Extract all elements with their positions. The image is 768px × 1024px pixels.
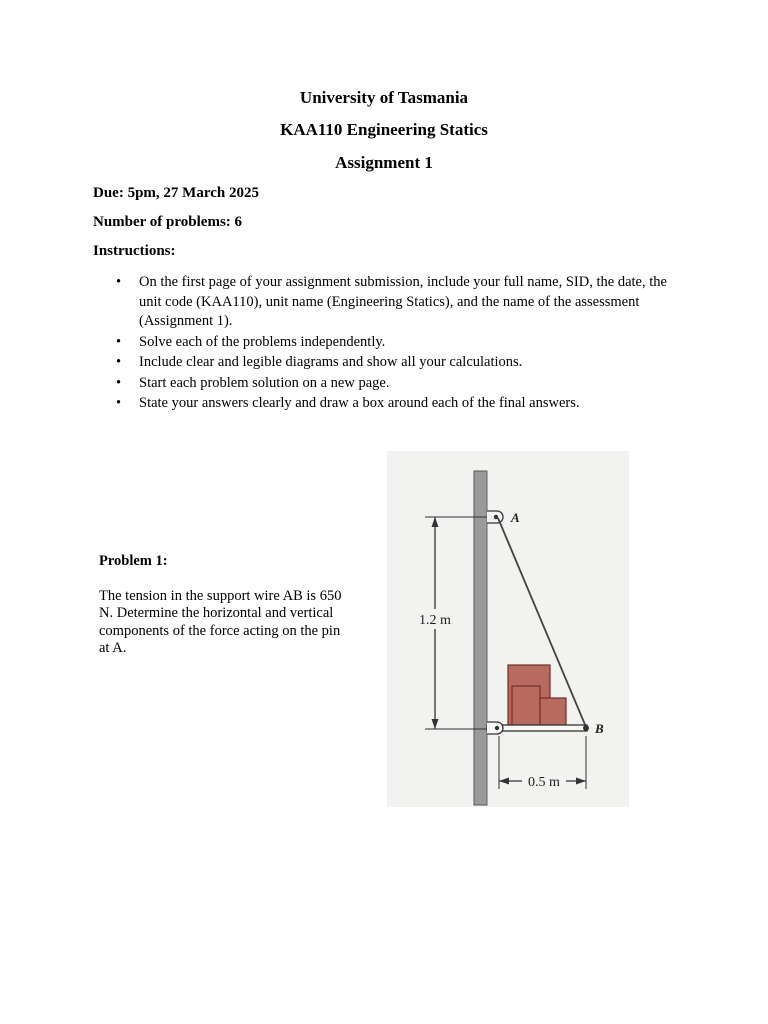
instructions-list <box>93 273 673 415</box>
arrowhead-icon <box>432 719 439 729</box>
box-medium <box>512 686 540 725</box>
problem-title: Problem 1: <box>99 553 168 569</box>
problem-1 <box>99 553 349 658</box>
label-b: B <box>595 721 604 736</box>
university-title: University of Tasmania <box>299 88 469 107</box>
bullet-icon: • <box>116 374 122 391</box>
instruction-text: State your answers clearly and draw a box around each of the final answers. <box>139 395 580 411</box>
list-item <box>93 333 673 353</box>
unit-title: KAA110 Engineering Statics <box>280 120 488 139</box>
instructions-heading: Instructions: <box>93 243 176 259</box>
wall <box>474 471 487 805</box>
arrowhead-icon <box>576 778 586 785</box>
assessment-title: Assignment 1 <box>335 153 433 172</box>
dimension-label-horizontal: 0.5 m <box>528 775 560 790</box>
instruction-text: On the first page of your assignment submission, include your full name, SID, the date, the unit code (KAA110), unit name (Engineering Statics), and the name of the assessment (Assignment 1). <box>139 274 667 329</box>
bullet-icon: • <box>116 274 122 290</box>
problem-1-figure <box>387 451 629 807</box>
instruction-text: Start each problem solution on a new page. <box>139 374 390 391</box>
bullet-icon: • <box>116 395 122 411</box>
number-of-problems: Number of problems: 6 <box>93 214 243 230</box>
list-item <box>93 353 673 373</box>
instruction-text: Solve each of the problems independently. <box>139 333 386 350</box>
bullet-icon: • <box>116 354 122 370</box>
figure-svg <box>387 451 629 807</box>
arrowhead-icon <box>432 517 439 527</box>
dimension-label-vertical: 1.2 m <box>419 613 451 628</box>
instruction-text: Include clear and legible diagrams and show all your calculations. <box>139 354 523 370</box>
list-item <box>93 273 673 332</box>
box-small <box>540 698 566 725</box>
bullet-icon: • <box>116 333 122 350</box>
label-a: A <box>511 510 520 525</box>
problem-text: The tension in the support wire AB is 650 N. Determine the horizontal and vertical components of the force acting on the pin at A. <box>99 587 342 656</box>
list-item <box>93 374 673 394</box>
list-item <box>93 394 673 414</box>
arrowhead-icon <box>499 778 509 785</box>
due-date: Due: 5pm, 27 March 2025 <box>93 185 259 201</box>
